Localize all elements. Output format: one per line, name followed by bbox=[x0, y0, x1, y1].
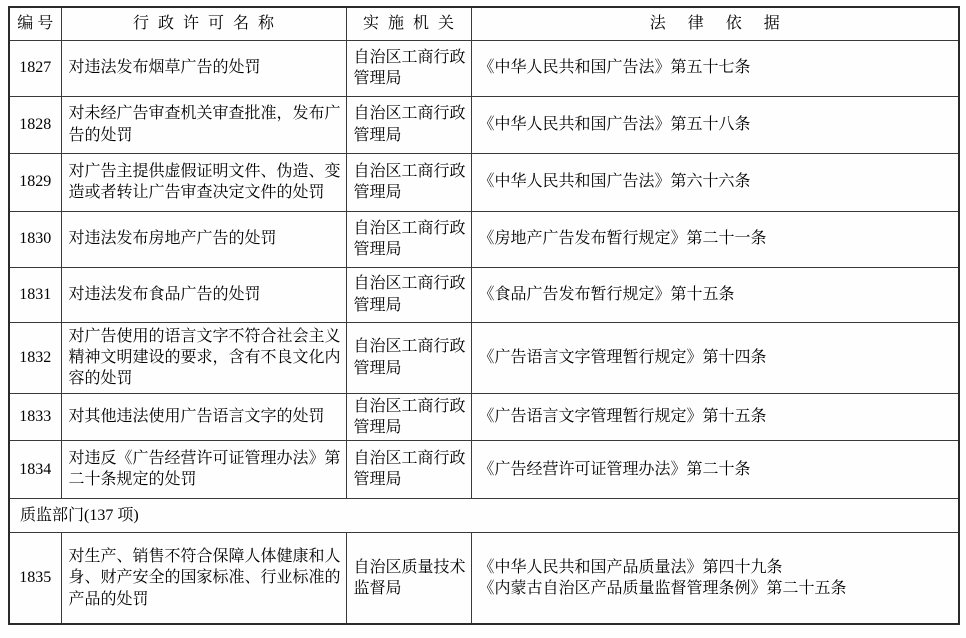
col-header-name-label: 行政许可名称 bbox=[132, 15, 283, 33]
agency: 自治区质量技术监督局 bbox=[346, 532, 471, 624]
legal-basis bbox=[471, 40, 959, 96]
legal-basis bbox=[471, 440, 959, 498]
table-row bbox=[9, 440, 959, 498]
legal-basis bbox=[471, 322, 959, 393]
legal-basis bbox=[471, 267, 959, 322]
license-name: 对广告使用的语言文字不符合社会主义精神文明建设的要求，含有不良文化内容的处罚 bbox=[61, 322, 346, 393]
license-name: 对违反《广告经营许可证管理办法》第二十条规定的处罚 bbox=[61, 440, 346, 498]
license-name: 对生产、销售不符合保障人体健康和人身、财产安全的国家标准、行业标准的产品的处罚 bbox=[61, 532, 346, 624]
row-id: 1827 bbox=[9, 40, 61, 96]
agency: 自治区工商行政管理局 bbox=[346, 153, 471, 211]
table-row bbox=[9, 532, 959, 624]
row-id: 1831 bbox=[9, 267, 61, 322]
table-row bbox=[9, 393, 959, 440]
legal-basis-line: 《广告经营许可证管理办法》第二十条 bbox=[478, 460, 751, 478]
agency: 自治区工商行政管理局 bbox=[346, 96, 471, 153]
agency: 自治区工商行政管理局 bbox=[346, 393, 471, 440]
row-id: 1835 bbox=[9, 532, 61, 624]
license-name: 对其他违法使用广告语言文字的处罚 bbox=[61, 393, 346, 440]
table-row bbox=[9, 211, 959, 267]
agency: 自治区工商行政管理局 bbox=[346, 40, 471, 96]
table-row bbox=[9, 322, 959, 393]
agency: 自治区工商行政管理局 bbox=[346, 322, 471, 393]
row-id: 1829 bbox=[9, 153, 61, 211]
col-header-id bbox=[9, 7, 61, 40]
row-id: 1833 bbox=[9, 393, 61, 440]
row-id: 1828 bbox=[9, 96, 61, 153]
legal-basis bbox=[471, 96, 959, 153]
agency: 自治区工商行政管理局 bbox=[346, 440, 471, 498]
license-name: 对违法发布食品广告的处罚 bbox=[61, 267, 346, 322]
license-name: 对未经广告审查机关审查批准，发布广告的处罚 bbox=[61, 96, 346, 153]
agency: 自治区工商行政管理局 bbox=[346, 267, 471, 322]
row-id: 1834 bbox=[9, 440, 61, 498]
col-header-basis-label: 法律依据 bbox=[649, 15, 802, 33]
legal-basis bbox=[471, 211, 959, 267]
legal-basis bbox=[471, 532, 959, 624]
license-name: 对违法发布房地产广告的处罚 bbox=[61, 211, 346, 267]
col-header-name bbox=[61, 7, 346, 40]
col-header-agency bbox=[346, 7, 471, 40]
legal-basis-line: 《中华人民共和国广告法》第五十八条 bbox=[478, 115, 751, 133]
legal-basis-line: 《中华人民共和国产品质量法》第四十九条 bbox=[478, 558, 783, 576]
legal-basis bbox=[471, 153, 959, 211]
legal-basis-line: 《中华人民共和国广告法》第六十六条 bbox=[478, 173, 751, 191]
row-id: 1832 bbox=[9, 322, 61, 393]
row-id: 1830 bbox=[9, 211, 61, 267]
section-row bbox=[9, 498, 959, 532]
table-row bbox=[9, 40, 959, 96]
legal-basis-line: 《广告语言文字管理暂行规定》第十五条 bbox=[478, 408, 767, 426]
legal-basis-line: 《内蒙古自治区产品质量监督管理条例》第二十五条 bbox=[478, 579, 847, 597]
header-row bbox=[9, 7, 959, 40]
col-header-basis bbox=[471, 7, 959, 40]
legal-basis-line: 《广告语言文字管理暂行规定》第十四条 bbox=[478, 348, 767, 366]
section-label: 质监部门(137 项) bbox=[9, 498, 959, 532]
license-name: 对广告主提供虚假证明文件、伪造、变造或者转让广告审查决定文件的处罚 bbox=[61, 153, 346, 211]
license-name: 对违法发布烟草广告的处罚 bbox=[61, 40, 346, 96]
col-header-id-label: 编号 bbox=[17, 15, 58, 33]
legal-basis bbox=[471, 393, 959, 440]
legal-basis-line: 《房地产广告发布暂行规定》第二十一条 bbox=[478, 230, 767, 248]
col-header-agency-label: 实施机关 bbox=[362, 15, 463, 33]
legal-basis-line: 《中华人民共和国广告法》第五十七条 bbox=[478, 59, 751, 77]
legal-basis-line: 《食品广告发布暂行规定》第十五条 bbox=[478, 285, 735, 303]
license-table bbox=[8, 6, 960, 625]
table-row bbox=[9, 267, 959, 322]
table-row bbox=[9, 96, 959, 153]
agency: 自治区工商行政管理局 bbox=[346, 211, 471, 267]
table-row bbox=[9, 153, 959, 211]
